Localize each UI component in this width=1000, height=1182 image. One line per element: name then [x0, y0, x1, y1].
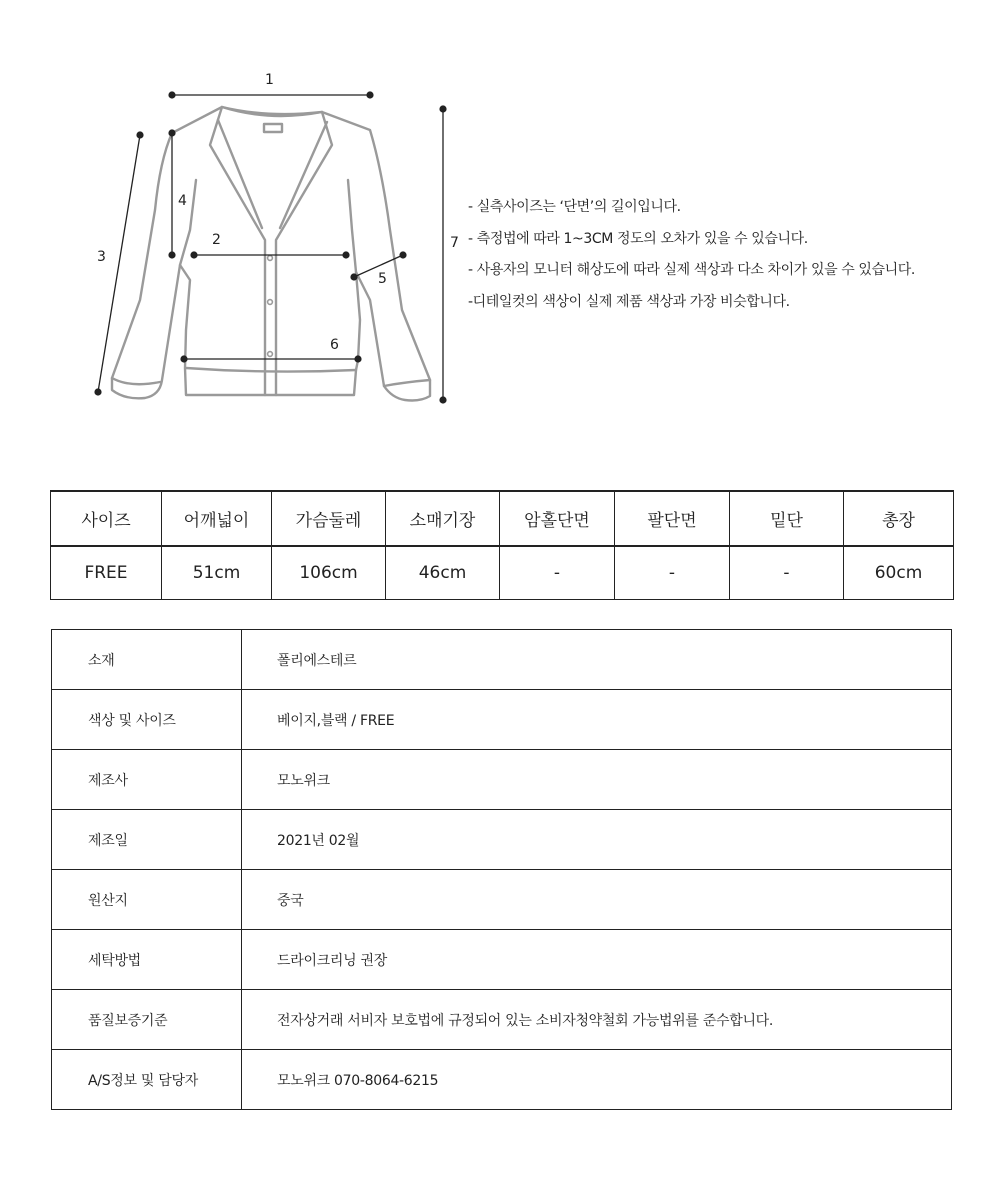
note-line: - 측정법에 따라 1~3CM 정도의 오차가 있을 수 있습니다.: [468, 230, 808, 247]
note-line: -디테일컷의 색상이 실제 제품 색상과 가장 비슷합니다.: [468, 294, 790, 311]
header-arm-width: 팔단면: [615, 491, 730, 546]
info-key: 세탁방법: [52, 930, 242, 990]
value-armhole: -: [500, 546, 615, 600]
header-total-length: 총장: [844, 491, 954, 546]
header-sleeve-length: 소매기장: [386, 491, 500, 546]
product-info-table: [51, 629, 952, 1110]
size-value-row: [51, 546, 954, 600]
info-value: 중국: [242, 870, 952, 930]
info-value: 전자상거래 서비자 보호법에 규정되어 있는 소비자청약철회 가능법위를 준수합니다.: [242, 990, 952, 1050]
value-chest: 106cm: [272, 546, 386, 600]
info-value: 폴리에스테르: [242, 630, 952, 690]
info-row-manufacture-date: [52, 810, 952, 870]
info-row-manufacturer: [52, 750, 952, 810]
info-value: 드라이크리닝 권장: [242, 930, 952, 990]
measure-label-2: 2: [212, 232, 221, 248]
value-shoulder: 51cm: [162, 546, 272, 600]
info-key: 원산지: [52, 870, 242, 930]
info-key: 제조사: [52, 750, 242, 810]
size-header-row: [51, 491, 954, 546]
header-shoulder: 어깨넓이: [162, 491, 272, 546]
value-hem: -: [730, 546, 844, 600]
value-arm-width: -: [615, 546, 730, 600]
measure-label-5: 5: [378, 271, 387, 287]
value-size: FREE: [51, 546, 162, 600]
note-line: - 실측사이즈는 ‘단면’의 길이입니다.: [468, 199, 681, 215]
header-size: 사이즈: [51, 491, 162, 546]
info-row-quality-guarantee: [52, 990, 952, 1050]
info-value: 모노위크 070-8064-6215: [242, 1050, 952, 1110]
measure-label-7: 7: [450, 235, 459, 251]
value-total-length: 60cm: [844, 546, 954, 600]
info-key: 소재: [52, 630, 242, 690]
info-key: 품질보증기준: [52, 990, 242, 1050]
header-armhole: 암홀단면: [500, 491, 615, 546]
info-row-origin: [52, 870, 952, 930]
measurement-notes: [468, 192, 915, 319]
header-hem: 밑단: [730, 491, 844, 546]
header-chest: 가슴둘레: [272, 491, 386, 546]
info-key: 색상 및 사이즈: [52, 690, 242, 750]
info-row-material: [52, 630, 952, 690]
info-value: 베이지,블랙 / FREE: [242, 690, 952, 750]
info-key: 제조일: [52, 810, 242, 870]
info-key: A/S정보 및 담당자: [52, 1050, 242, 1110]
info-row-as-contact: [52, 1050, 952, 1110]
info-value: 모노위크: [242, 750, 952, 810]
measure-label-1: 1: [265, 72, 274, 88]
info-row-washing: [52, 930, 952, 990]
measure-label-4: 4: [178, 193, 187, 209]
size-table: [50, 490, 954, 600]
value-sleeve-length: 46cm: [386, 546, 500, 600]
measure-label-3: 3: [97, 249, 106, 265]
measure-label-6: 6: [330, 337, 339, 353]
note-line: - 사용자의 모니터 해상도에 따라 실제 색상과 다소 차이가 있을 수 있습니다.: [468, 262, 915, 279]
info-row-color-size: [52, 690, 952, 750]
info-value: 2021년 02월: [242, 810, 952, 870]
